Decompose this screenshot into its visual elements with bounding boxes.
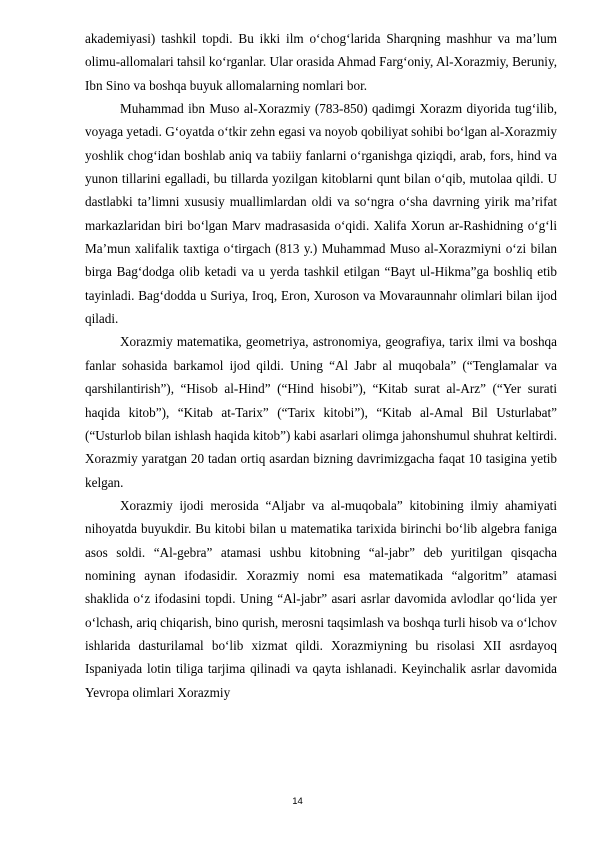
document-page bbox=[85, 27, 557, 704]
paragraph-works: Xorazmiy matematika, geometriya, astronomiya, geografiya, tarix ilmi va boshqa fanlar sohasida barkamol ijod qildi. Uning “Al Jabr al muqobala” (“Tenglamalar va qarshilantirish”), “Hisob al-Hind” (“Hind hisobi”), “Kitab surat al-Arz” (“Yer surati haqida kitob”), “Kitab at-Tarix” (“Tarix kitobi”), “Kitab al-Amal Bil Usturlabat” (“Usturlob bilan ishlash haqida kitob”) kabi asarlari olimga jahonshumul shuhrat keltirdi. Xorazmiy yaratgan 20 tadan ortiq asardan bizning davrimizgacha faqat 10 tasigina yetib kelgan. bbox=[85, 334, 557, 490]
page-number: 14 bbox=[292, 796, 303, 807]
paragraph-biography: Muhammad ibn Muso al-Xorazmiy (783-850) qadimgi Xorazm diyorida tug‘ilib, voyaga yetadi. G‘oyatda o‘tkir zehn egasi va noyob qobiliyat sohibi bo‘lgan al-Xorazmiy yoshlik chog‘idan boshlab aniq va tabiiy fanlarni o‘rganishga qiziqdi, arab, fors, hind va yunon tillarini egalladi, bu tillarda yozilgan kitoblarni qunt bilan o‘qib, mutolaa qildi. U dastlabki ta’limni xususiy muallimlardan oldi va so‘ngra o‘sha davrning yirik ma’rifat markazlaridan biri bo‘lgan Marv madrasasida o‘qidi. Xalifa Xorun ar-Rashidning o‘g‘li Ma’mun xalifalik taxtiga o‘tirgach (813 y.) Muhammad Muso al-Xorazmiyni o‘zi bilan birga Bag‘dodga olib ketadi va u yerda tashkil etilgan “Bayt ul-Hikma”ga boshliq etib tayinladi. Bag‘dodda u Suriya, Iroq, Eron, Xuroson va Movaraunnahr olimlari bilan ijod qiladi. bbox=[85, 101, 557, 327]
paragraph-algebra: Xorazmiy ijodi merosida “Aljabr va al-muqobala” kitobining ilmiy ahamiyati nihoyatda buyukdir. Bu kitobi bilan u matematika tarixida birinchi bo‘lib algebra faniga asos soldi. “Al-gebra” atamasi ushbu kitobning “al-jabr” deb yuritilgan qisqacha nomining aynan ifodasidir. Xorazmiy nomi esa matematikada “algoritm” atamasi shaklida o‘z ifodasini topdi. Uning “Al-jabr” asari asrlar davomida avlodlar qo‘lida yer o‘lchash, ariq chiqarish, bino qurish, merosni taqsimlash va boshqa turli hisob va o‘lchov ishlarida dasturilamal bo‘lib xizmat qildi. Xorazmiyning bu risolasi XII asrdayoq Ispaniyada lotin tiliga tarjima qilinadi va qayta ishlanadi. Keyinchalik asrlar davomida Yevropa olimlari Xorazmiy bbox=[85, 497, 557, 700]
paragraph-continuation: akademiyasi) tashkil topdi. Bu ikki ilm o‘chog‘larida Sharqning mashhur va ma’lum olimu-allomalari tahsil ko‘rganlar. Ular orasida Ahmad Farg‘oniy, Al-Xorazmiy, Beruniy, Ibn Sino va boshqa buyuk allomalarning nomlari bor. bbox=[85, 31, 557, 93]
